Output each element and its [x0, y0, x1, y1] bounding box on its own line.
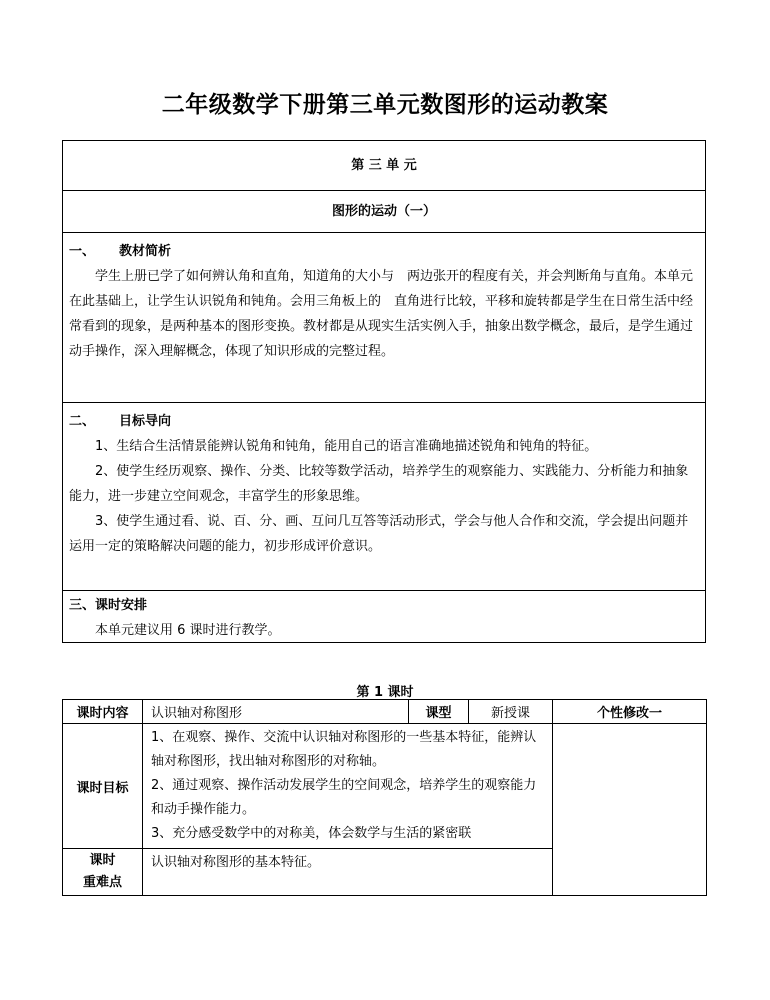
paragraph: 本单元建议用 6 课时进行教学。	[95, 623, 281, 638]
goal-item: 1、在观察、操作、交流中认识轴对称图形的一些基本特征，能辨认轴对称图形，找出轴对称图形的对称轴。	[151, 730, 537, 769]
section-heading	[69, 239, 699, 264]
goal-label: 课时目标	[63, 724, 143, 849]
type-label: 课型	[409, 700, 469, 724]
unit-label: 第 三 单 元	[351, 158, 417, 173]
lesson-goals-row	[63, 724, 707, 849]
unit-topic: 图形的运动（一）	[331, 204, 436, 219]
lesson-heading: 第 1 课时	[356, 685, 414, 700]
paragraph: 2、使学生经历观察、操作、分类、比较等数学活动，培养学生的观察能力、实践能力、分析能力和抽象能力，进一步建立空间观念，丰富学生的形象思维。	[69, 464, 689, 504]
paragraph: 3、使学生通过看、说、百、分、画、互问几互答等活动形式，学会与他人合作和交流，学会提出问题并运用一定的策略解决问题的能力，初步形成评价意识。	[69, 514, 689, 554]
section-title: 目标导向	[119, 414, 172, 429]
content-label: 课时内容	[63, 700, 143, 724]
key-value: 认识轴对称图形的基本特征。	[143, 849, 553, 896]
key-label	[63, 849, 143, 896]
personal-edit-cell	[553, 724, 707, 896]
personal-edit-label: 个性修改一	[553, 700, 707, 724]
paragraph: 学生上册已学了如何辨认角和直角，知道角的大小与 两边张开的程度有关，并会判断角与直角。本单元在此基础上，让学生认识锐角和钝角。会用三角板上的 直角进行比较，平移和旋转都是学生在日常生活中经常看到的现象，是两种基本的图形变换。教材都是从现实生活实例入手，抽象出数学概念，最后，是学生通过动手操作，深入理解概念，体现了知识形成的完整过程。	[69, 269, 694, 359]
document-title: 二年级数学下册第三单元数图形的运动教案	[161, 92, 609, 118]
goal-item: 3、充分感受数学中的对称美，体会数学与生活的紧密联	[151, 826, 472, 841]
lesson-table	[62, 699, 707, 896]
unit-plan-table	[62, 140, 706, 643]
content-value: 认识轴对称图形	[143, 700, 409, 724]
section-heading	[69, 409, 699, 434]
section-number: 一、	[69, 244, 96, 259]
section-goals	[63, 403, 705, 591]
key-label-line: 课时	[89, 853, 116, 868]
lesson-header-row	[63, 700, 707, 724]
goal-list	[143, 724, 553, 849]
section-number: 二、	[69, 414, 96, 429]
unit-topic-row	[63, 191, 705, 233]
unit-label-row	[63, 141, 705, 191]
paragraph: 1、生结合生活情景能辨认锐角和钝角，能用自己的语言准确地描述锐角和钝角的特征。	[95, 439, 598, 454]
section-material-analysis	[63, 233, 705, 403]
goal-item: 2、通过观察、操作活动发展学生的空间观念，培养学生的观察能力和动手操作能力。	[151, 778, 537, 817]
key-label-line: 重难点	[82, 875, 122, 890]
section-schedule	[63, 591, 705, 642]
section-heading: 三、课时安排	[69, 598, 148, 613]
type-value: 新授课	[469, 700, 553, 724]
section-title: 教材简析	[119, 244, 172, 259]
